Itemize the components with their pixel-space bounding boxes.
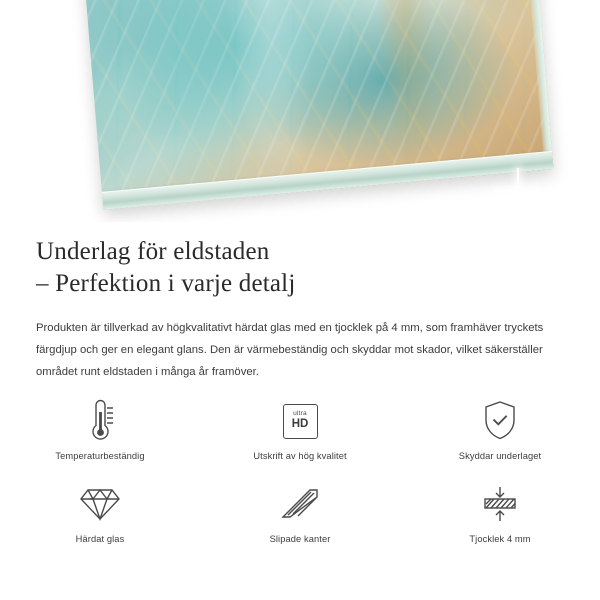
diamond-icon [79, 481, 121, 527]
ultra-hd-icon [283, 398, 318, 444]
thermometer-icon [83, 398, 117, 444]
glass-panel-artwork [71, 0, 554, 210]
feature-protects-surface [400, 392, 600, 471]
description-paragraph: Produkten är tillverkad av högkvalitativt härdat glas med en tjocklek på 4 mm, som framhäver tryckets färgdjup och ger en elegant glans. Den är värmebeständig och skyddar mot skador, vilket säkerställer området runt eldstaden i många år framöver. [36, 322, 544, 378]
hero-image [0, 0, 600, 222]
feature-grid [0, 392, 600, 554]
sparkle-small-core-icon [525, 201, 537, 213]
feature-tempered-glass [0, 475, 200, 554]
page-title [0, 222, 600, 300]
sparkle-core-icon [512, 185, 524, 197]
sparkle-icon [495, 168, 541, 214]
feature-label: Tjocklek 4 mm [469, 534, 531, 544]
ultra-hd-badge [283, 404, 318, 439]
ultra-hd-badge-bottom: HD [291, 418, 309, 431]
feature-label: Skyddar underlaget [458, 451, 542, 461]
feature-temperature-resistant [0, 392, 200, 471]
feature-polished-edges [200, 475, 400, 554]
ultra-hd-badge-top: ultra [293, 410, 307, 418]
feature-label: Härdat glas [75, 534, 125, 544]
feature-high-quality-print [200, 392, 400, 471]
feature-label: Slipade kanter [269, 534, 331, 544]
shield-check-icon [481, 398, 519, 444]
sparkle-small-icon [520, 196, 542, 218]
feature-thickness [400, 475, 600, 554]
thickness-icon [480, 481, 520, 527]
polished-edges-icon [280, 481, 320, 527]
content-block [0, 222, 600, 383]
feature-label: Temperaturbeständig [55, 451, 145, 461]
feature-label: Utskrift av hög kvalitet [253, 451, 347, 461]
headline-line-1: Underlag för eldstaden [36, 238, 270, 265]
headline-line-2: – Perfektion i varje detalj [36, 270, 296, 297]
hero-image-inner [0, 0, 600, 222]
